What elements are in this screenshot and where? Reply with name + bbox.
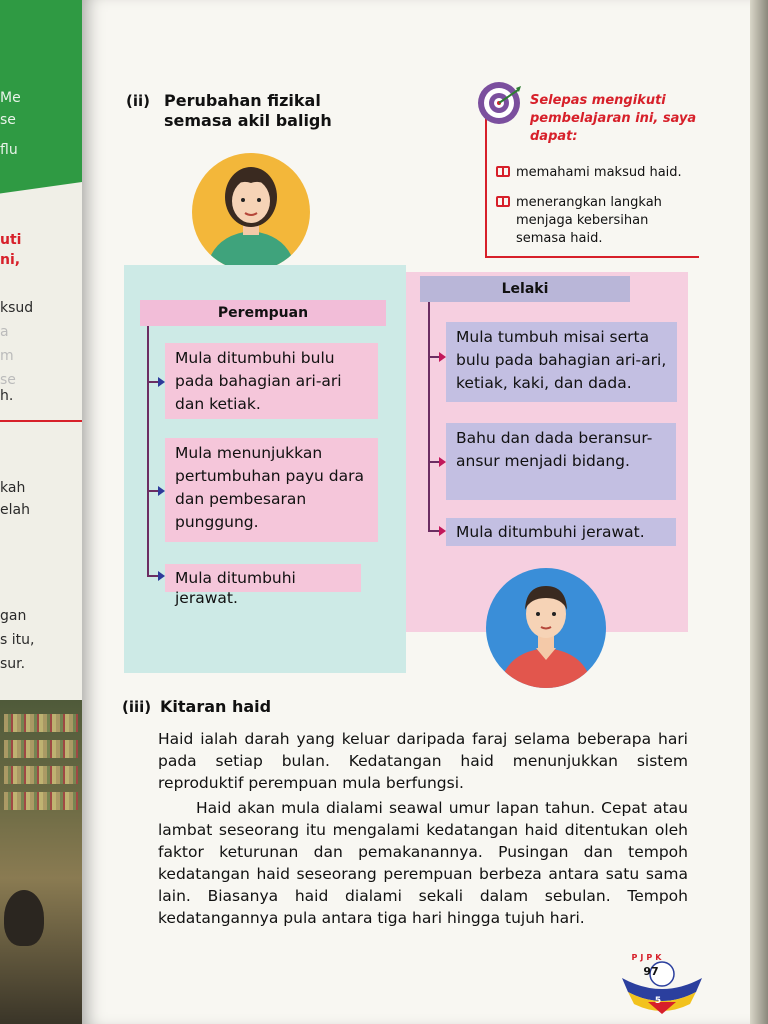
body-paragraph: Haid ialah darah yang keluar daripada faraj selama beberapa hari pada setiap bulan. Kedatangan haid menunjukkan sistem reproduktif perempuan mula berfungsi. xyxy=(158,730,688,792)
female-connector-line xyxy=(147,326,149,576)
page-number: 97 xyxy=(643,965,659,978)
female-change-card: Mula ditumbuhi bulu pada bahagian ari-ari dan ketiak. xyxy=(165,343,378,419)
left-fragment: se xyxy=(0,372,16,388)
library-photo xyxy=(0,700,82,1024)
page-badge-text: PJPK xyxy=(631,953,665,962)
female-label: Perempuan xyxy=(140,300,386,326)
arrow-icon xyxy=(158,486,165,496)
male-change-card: Mula tumbuh misai serta bulu pada bahagian ari-ari, ketiak, kaki, dan dada. xyxy=(446,322,677,402)
book-icon xyxy=(496,166,510,177)
left-fragment: ksud xyxy=(0,300,34,316)
unit-number: 5 xyxy=(654,996,662,1006)
left-fragment: a xyxy=(0,324,9,340)
section-iii-title: Kitaran haid xyxy=(160,697,272,716)
section-ii-title: Perubahan fizikal semasa akil baligh xyxy=(164,91,332,130)
left-fragment: sur. xyxy=(0,656,26,672)
female-change-card: Mula ditumbuhi jerawat. xyxy=(165,564,361,592)
left-page-edge xyxy=(0,0,82,1024)
left-fragment: h. xyxy=(0,388,14,404)
left-fragment: gan xyxy=(0,608,27,624)
book-icon xyxy=(496,196,510,207)
female-change-card: Mula menunjukkan pertumbuhan payu dara dan pembesaran punggung. xyxy=(165,438,378,542)
objective-text: menerangkan langkah menjaga kebersihan semasa haid. xyxy=(516,195,662,246)
left-red-rule xyxy=(0,420,82,422)
target-icon xyxy=(476,80,522,126)
male-connector-line xyxy=(428,302,430,531)
left-fragment: flu xyxy=(0,142,18,158)
female-avatar xyxy=(192,153,310,271)
objective-text: memahami maksud haid. xyxy=(516,165,682,180)
left-fragment: kah xyxy=(0,480,26,496)
objective-item xyxy=(496,194,696,248)
left-fragment: ni, xyxy=(0,252,21,268)
page-right-edge xyxy=(750,0,768,1024)
objective-item xyxy=(496,164,696,182)
left-fragment: m xyxy=(0,348,14,364)
male-avatar xyxy=(486,568,606,688)
left-fragment: Me xyxy=(0,90,21,106)
male-change-card: Mula ditumbuhi jerawat. xyxy=(446,518,676,546)
left-fragment: se xyxy=(0,112,16,128)
arrow-icon xyxy=(439,457,446,467)
section-iii-number: (iii) xyxy=(122,698,152,716)
body-paragraph: Haid akan mula dialami seawal umur lapan tahun. Cepat atau lambat seseorang itu mengalami kedatangan haid ditentukan oleh faktor keturunan dan pemakanannya. Pusingan dan tempoh kedatangan haid seseorang perempuan berbeza antara satu sama lain. Biasanya haid dialami sekali dalam sebulan. Tempoh kedatangannya pula antara tiga hari hingga tujuh hari. xyxy=(158,799,688,927)
objectives-title: Selepas mengikuti pembelajaran ini, saya dapat: xyxy=(530,93,697,144)
arrow-icon xyxy=(158,571,165,581)
left-fragment: elah xyxy=(0,502,30,518)
left-fragment: s itu, xyxy=(0,632,35,648)
section-ii-number: (ii) xyxy=(126,92,150,110)
arrow-icon xyxy=(439,526,446,536)
male-change-card: Bahu dan dada beransur-ansur menjadi bidang. xyxy=(446,423,676,500)
arrow-icon xyxy=(439,352,446,362)
left-fragment: uti xyxy=(0,232,22,248)
arrow-icon xyxy=(158,377,165,387)
male-label: Lelaki xyxy=(420,276,630,302)
